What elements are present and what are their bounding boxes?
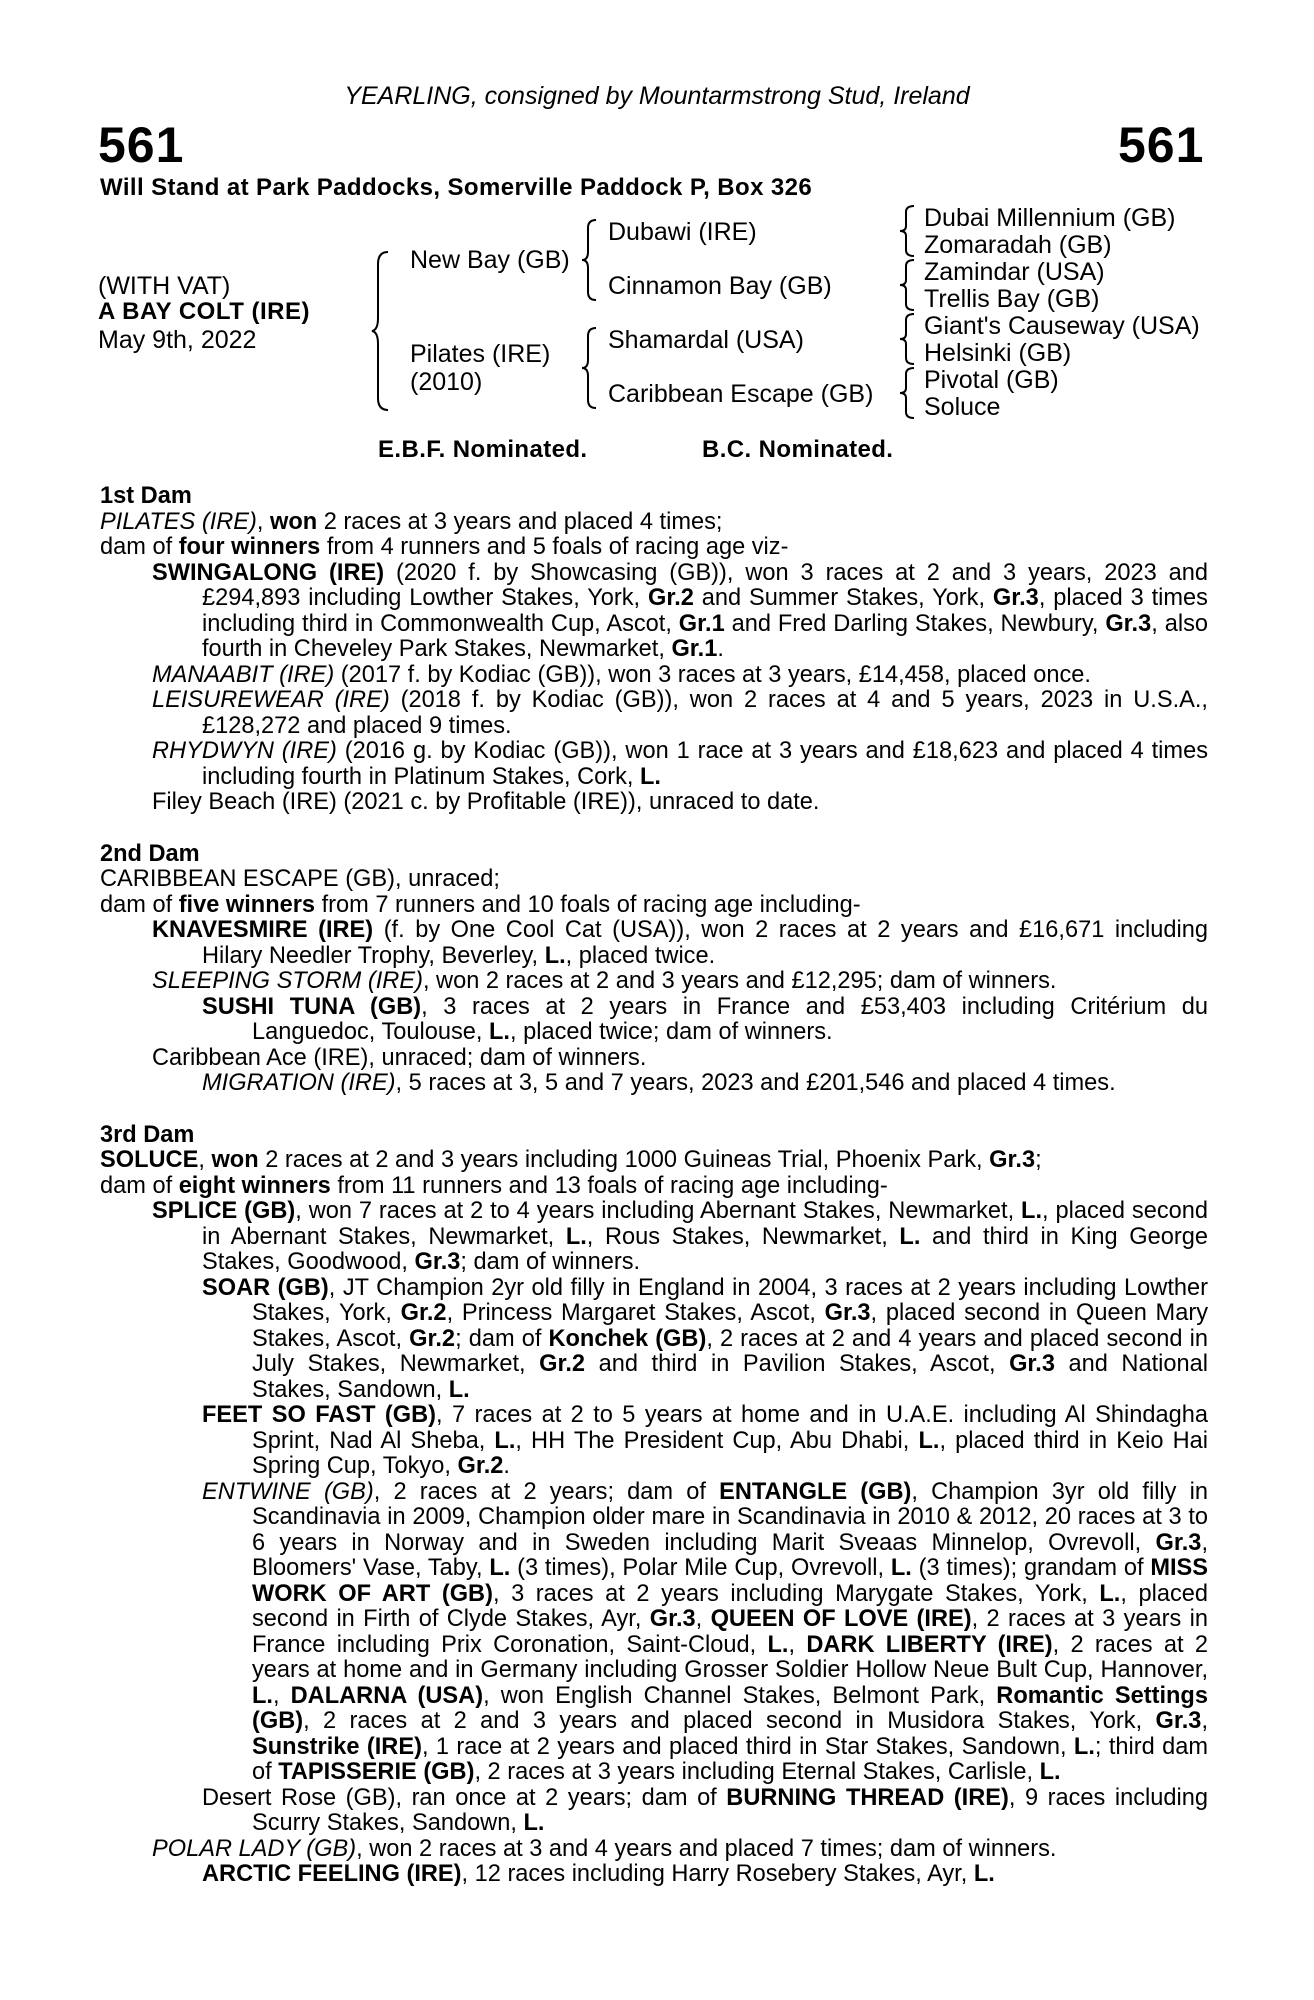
produce-entry: SWINGALONG (IRE) (2020 f. by Showcasing (GB)), won 3 races at 2 and 3 years, 2023 and £294,893 including Lowther Stakes, York, Gr.2 and Summer Stakes, York, Gr.3, placed 3 times including third in Commonwealth Cup, Ascot, Gr.1 and Fred Darling Stakes, Newbury, Gr.3, also fourth in Cheveley Park Stakes, Newmarket, Gr.1. [152, 559, 1209, 662]
produce-entry: SPLICE (GB), won 7 races at 2 to 4 years including Abernant Stakes, Newmarket, L., placed second in Abernant Stakes, Newmarket, L., Rous Stakes, Newmarket, L. and third in King George Stakes, Goodwood, Gr.3; dam of winners. [152, 1198, 1208, 1275]
foaling-date: May 9th, 2022 [98, 326, 257, 354]
bc-nomination: B.C. Nominated. [702, 436, 894, 463]
brace-ss [898, 204, 918, 258]
sire-brace [580, 218, 600, 302]
third-dam-heading: 3rd Dam [100, 1121, 195, 1148]
produce-entry: ARCTIC FEELING (IRE), 12 races including Harry Rosebery Stakes, Ayr, L. [202, 1861, 995, 1887]
produce-entry: Caribbean Ace (IRE), unraced; dam of winners. [152, 1044, 647, 1071]
gg-dsd: Helsinki (GB) [924, 339, 1072, 367]
produce-entry: SUSHI TUNA (GB), 3 races at 2 years in France and £53,403 including Critérium du Languedoc, Toulouse, L., placed twice; dam of winners. [202, 993, 1208, 1045]
main-brace [370, 250, 394, 412]
produce-entry: FEET SO FAST (GB), 7 races at 2 to 5 years at home and in U.A.E. including Al Shindagha Sprint, Nad Al Sheba, L., HH The President Cup, Abu Dhabi, L., placed third in Keio Hai Spring Cup, Tokyo, Gr.2. [202, 1402, 1208, 1479]
stand-location: Will Stand at Park Paddocks, Somerville Paddock P, Box 326 [100, 174, 813, 201]
second-dam-produce-line: dam of five winners from 7 runners and 10 foals of racing age including- [100, 891, 861, 918]
dam-name: Pilates (IRE) [410, 340, 551, 368]
second-dam-heading: 2nd Dam [100, 840, 200, 867]
gg-sds: Zamindar (USA) [924, 258, 1105, 286]
sire-sire: Dubawi (IRE) [608, 218, 757, 246]
produce-entry: LEISUREWEAR (IRE) (2018 f. by Kodiac (GB)), won 2 races at 4 and 5 years, 2023 in U.S.A., £128,272 and placed 9 times. [152, 687, 1208, 739]
produce-entry: SOAR (GB), JT Champion 2yr old filly in England in 2004, 3 races at 2 years including Lowther Stakes, York, Gr.2, Princess Margaret Stakes, Ascot, Gr.3, placed second in Queen Mary Stakes, Ascot, Gr.2; dam of Konchek (GB), 2 races at 2 and 4 years and placed second in July Stakes, Newmarket, Gr.2 and third in Pavilion Stakes, Ascot, Gr.3 and National Stakes, Sandown, L. [202, 1274, 1208, 1403]
catalogue-body [100, 484, 1208, 1888]
brace-sd [898, 258, 918, 312]
ebf-nomination: E.B.F. Nominated. [378, 436, 588, 463]
first-dam-heading: 1st Dam [100, 483, 192, 509]
gg-ssd: Zomaradah (GB) [924, 231, 1112, 259]
produce-entry: RHYDWYN (IRE) (2016 g. by Kodiac (GB)), won 1 race at 3 years and £18,623 and placed 4 times including fourth in Platinum Stakes, Cork, L. [152, 738, 1208, 790]
produce-entry: MIGRATION (IRE), 5 races at 3, 5 and 7 years, 2023 and £201,546 and placed 4 times. [202, 1070, 1116, 1096]
vat-label: (WITH VAT) [98, 272, 231, 300]
gg-sss: Dubai Millennium (GB) [924, 204, 1176, 232]
third-dam-line: SOLUCE, won 2 races at 2 and 3 years including 1000 Guineas Trial, Phoenix Park, Gr.3; [100, 1147, 1042, 1173]
third-dam-produce-line: dam of eight winners from 11 runners and 13 foals of racing age including- [100, 1172, 888, 1199]
produce-entry: ENTWINE (GB), 2 races at 2 years; dam of ENTANGLE (GB), Champion 3yr old filly in Scandinavia in 2009, Champion older mare in Scandinavia in 2010 & 2012, 20 races at 3 to 6 years in Norway and in Sweden including Marit Sveaas Minnelop, Ovrevoll, Gr.3, Bloomers' Vase, Taby, L. (3 times), Polar Mile Cup, Ovrevoll, L. (3 times); grandam of MISS WORK OF ART (GB), 3 races at 2 years including Marygate Stakes, York, L., placed second in Firth of Clyde Stakes, Ayr, Gr.3, QUEEN OF LOVE (IRE), 2 races at 3 years in France including Prix Coronation, Saint-Cloud, L., DARK LIBERTY (IRE), 2 races at 2 years at home and in Germany including Grosser Soldier Hollow Neue Bult Cup, Hannover, L., DALARNA (USA), won English Channel Stakes, Belmont Park, Romantic Settings (GB), 2 races at 2 and 3 years and placed second in Musidora Stakes, York, Gr.3, Sunstrike (IRE), 1 race at 2 years and placed third in Star Stakes, Sandown, L.; third dam of TAPISSERIE (GB), 2 races at 3 years including Eternal Stakes, Carlisle, L. [202, 1478, 1208, 1785]
horse-name: A BAY COLT (IRE) [98, 298, 311, 325]
second-dam-line: CARIBBEAN ESCAPE (GB), unraced; [100, 866, 500, 892]
produce-entry: Filey Beach (IRE) (2021 c. by Profitable (IRE)), unraced to date. [152, 789, 820, 815]
dam-sire: Shamardal (USA) [608, 326, 804, 354]
first-dam-produce-line: dam of four winners from 4 runners and 5 foals of racing age viz- [100, 534, 789, 560]
lot-number-right: 561 [1118, 117, 1205, 173]
gg-sdd: Trellis Bay (GB) [924, 285, 1100, 313]
produce-entry: Desert Rose (GB), ran once at 2 years; dam of BURNING THREAD (IRE), 9 races including Scurry Stakes, Sandown, L. [202, 1784, 1208, 1836]
produce-entry: POLAR LADY (GB), won 2 races at 3 and 4 years and placed 7 times; dam of winners. [152, 1835, 1057, 1862]
first-dam-line: PILATES (IRE), won 2 races at 3 years and placed 4 times; [100, 508, 723, 535]
dam-brace [580, 326, 600, 410]
sire-name: New Bay (GB) [410, 246, 570, 274]
lot-number-left: 561 [98, 117, 185, 173]
produce-entry: KNAVESMIRE (IRE) (f. by One Cool Cat (USA)), won 2 races at 2 years and £16,671 including Hilary Needler Trophy, Beverley, L., placed twice. [152, 917, 1208, 969]
dam-year: (2010) [410, 368, 483, 396]
dam-dam: Caribbean Escape (GB) [608, 380, 874, 408]
gg-dds: Pivotal (GB) [924, 366, 1059, 394]
produce-entry: SLEEPING STORM (IRE), won 2 races at 2 and 3 years and £12,295; dam of winners. [152, 968, 1057, 994]
consignor-line: YEARLING, consigned by Mountarmstrong Stud, Ireland [344, 82, 970, 110]
brace-ds [898, 312, 918, 366]
brace-dd [898, 366, 918, 420]
produce-entry: MANAABIT (IRE) (2017 f. by Kodiac (GB)), won 3 races at 3 years, £14,458, placed once. [152, 661, 1091, 688]
gg-ddd: Soluce [924, 393, 1001, 421]
gg-dss: Giant's Causeway (USA) [924, 312, 1200, 340]
sire-dam: Cinnamon Bay (GB) [608, 272, 832, 300]
